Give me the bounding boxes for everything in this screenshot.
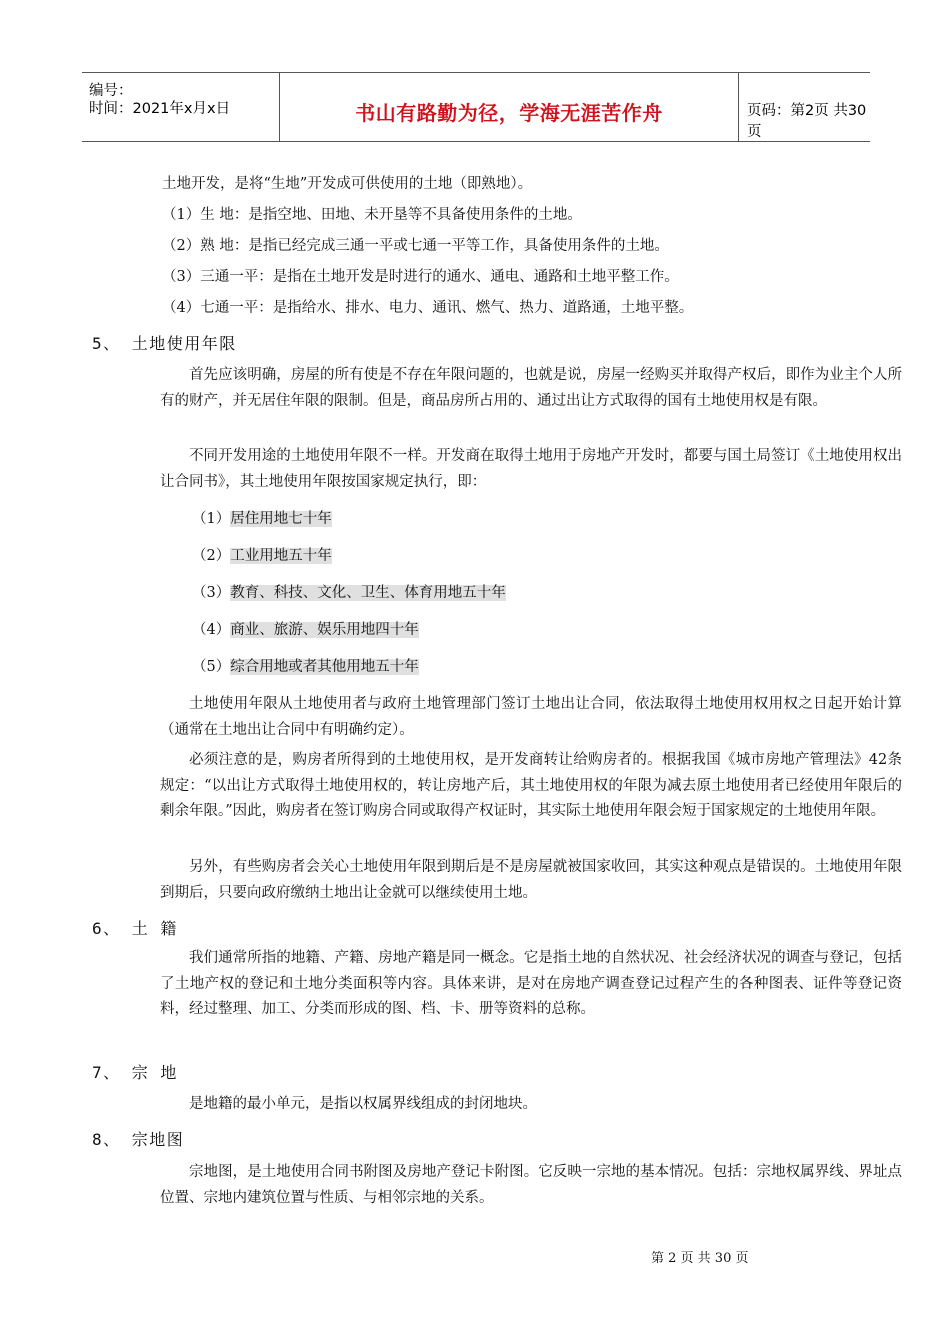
paragraph: 宗地图，是土地使用合同书附图及房地产登记卡附图。它反映一宗地的基本情况。包括：宗地权属界线、界址点位置、宗地内建筑位置与性质、与相邻宗地的关系。 (160, 1164, 902, 1206)
term-number: （2） (192, 548, 231, 564)
term-text: 商业、旅游、娱乐用地四十年 (230, 622, 419, 638)
paragraph: 土地使用年限从土地使用者与政府土地管理部门签订土地出让合同，依法取得土地使用权用权之日起开始计算（通常在土地出让合同中有明确约定）。 (160, 696, 902, 738)
document-number-label: 编号： (89, 83, 133, 99)
definition-item: （1）生 地：是指空地、田地、未开垦等不具备使用条件的土地。 (162, 207, 582, 223)
term-number: （1） (192, 511, 231, 527)
term-number: （3） (192, 585, 231, 601)
term-text: 工业用地五十年 (230, 548, 332, 564)
header-meta-cell (82, 73, 280, 141)
term-text: 居住用地七十年 (230, 511, 332, 527)
header-motto: 书山有路勤为径，学海无涯苦作舟 (355, 101, 663, 125)
land-development-definition: 土地开发，是将“生地”开发成可供使用的土地（即熟地）。 (162, 176, 533, 192)
term-item (192, 657, 419, 677)
paragraph: 是地籍的最小单元，是指以权属界线组成的封闭地块。 (189, 1096, 537, 1112)
term-number: （4） (192, 622, 231, 638)
header-page-info: 页码：第2页 共30页 (747, 103, 867, 140)
paragraph: 另外，有些购房者会关心土地使用年限到期后是不是房屋就被国家收回，其实这种观点是错误的。土地使用年限到期后，只要向政府缴纳土地出让金就可以继续使用土地。 (160, 859, 902, 901)
document-time-label: 时间：2021年x月x日 (89, 101, 231, 117)
document-header (82, 72, 870, 142)
section-heading: 6、 土 籍 (92, 919, 178, 938)
term-number: （5） (192, 659, 231, 675)
term-text: 综合用地或者其他用地五十年 (230, 659, 419, 675)
paragraph: 必须注意的是，购房者所得到的土地使用权，是开发商转让给购房者的。根据我国《城市房地产管理法》42条规定：“以出让方式取得土地使用权的，转让房地产后，其土地使用权的年限为减去原土地使用者已经使用年限后的剩余年限。”因此，购房者在签订购房合同或取得产权证时，其实际土地使用年限会短于国家规定的土地使用年限。 (160, 752, 902, 819)
section-heading: 7、 宗 地 (92, 1063, 178, 1082)
term-item (192, 583, 506, 603)
term-item (192, 546, 332, 566)
term-item (192, 620, 419, 640)
definition-item: （4）七通一平：是指给水、排水、电力、通讯、燃气、热力、道路通，土地平整。 (162, 300, 694, 316)
paragraph: 不同开发用途的土地使用年限不一样。开发商在取得土地用于房地产开发时，都要与国土局签订《土地使用权出让合同书》，其土地使用年限按国家规定执行，即： (160, 448, 902, 490)
section-heading: 8、 宗地图 (92, 1130, 185, 1149)
paragraph: 我们通常所指的地籍、产籍、房地产籍是同一概念。它是指土地的自然状况、社会经济状况的调查与登记，包括了土地产权的登记和土地分类面积等内容。具体来讲，是对在房地产调查登记过程产生的各种图表、证件等登记资料，经过整理、加工、分类而形成的图、档、卡、册等资料的总称。 (160, 950, 902, 1017)
term-item (192, 509, 332, 529)
term-text: 教育、科技、文化、卫生、体育用地五十年 (230, 585, 506, 601)
paragraph: 首先应该明确，房屋的所有使是不存在年限问题的，也就是说，房屋一经购买并取得产权后，即作为业主个人所有的财产，并无居住年限的限制。但是，商品房所占用的、通过出让方式取得的国有土地使用权是有限。 (160, 367, 902, 409)
definition-item: （3）三通一平：是指在土地开发是时进行的通水、通电、通路和土地平整工作。 (162, 269, 679, 285)
header-page-cell (739, 73, 870, 141)
header-motto-cell (280, 73, 739, 141)
page-footer: 第 2 页 共 30 页 (651, 1251, 749, 1266)
section-heading: 5、 土地使用年限 (92, 334, 237, 353)
definition-item: （2）熟 地：是指已经完成三通一平或七通一平等工作，具备使用条件的土地。 (162, 238, 669, 254)
